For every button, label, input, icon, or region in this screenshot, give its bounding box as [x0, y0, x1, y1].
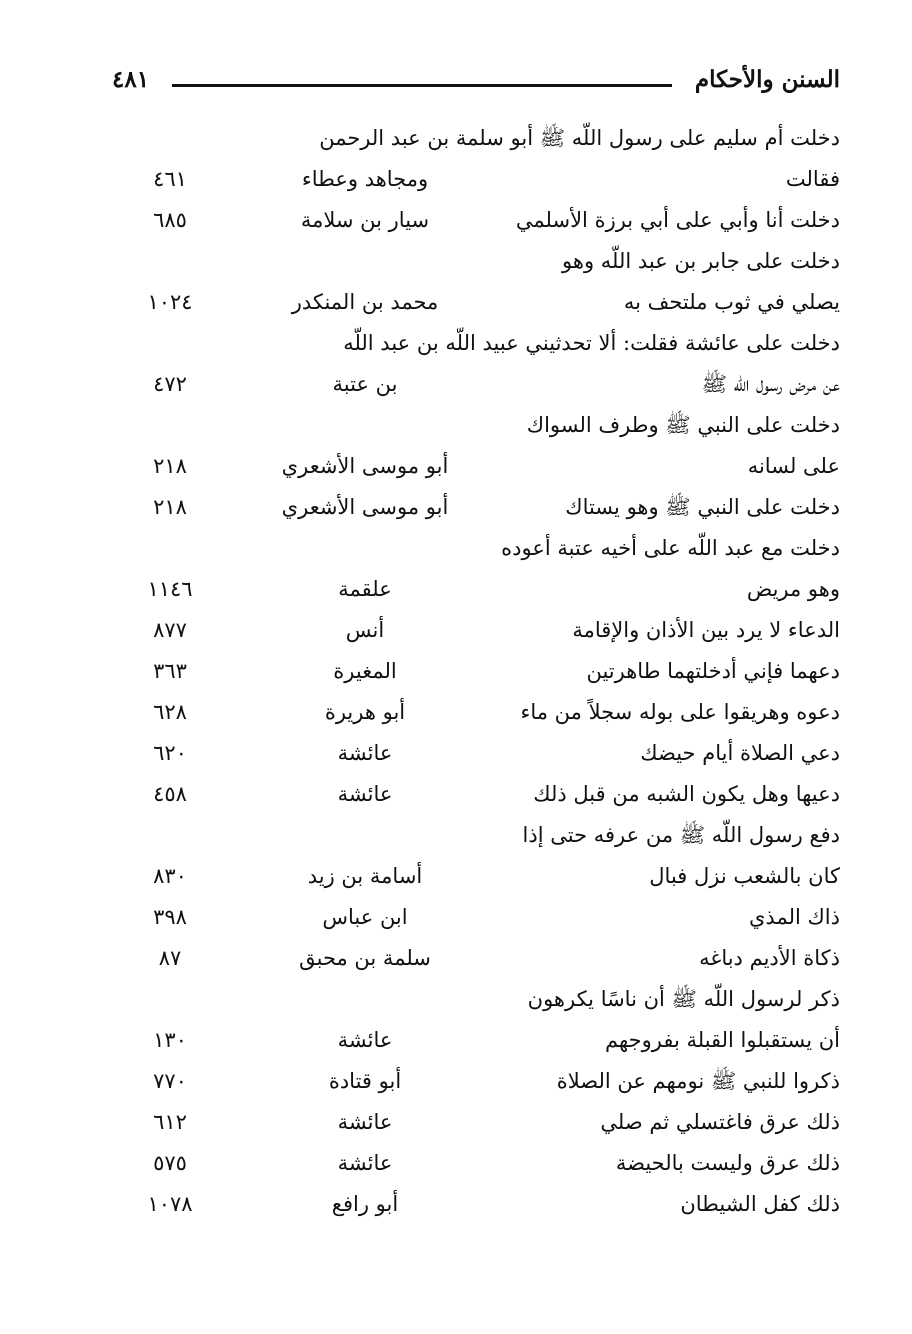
index-row — [100, 159, 840, 200]
hadith-text: دعهما فإني أدخلتهما طاهرتين — [586, 659, 840, 683]
hadith-number: ٦٨٥ — [153, 208, 187, 232]
hadith-number: ٣٦٣ — [153, 659, 187, 683]
hadith-number: ٢١٨ — [153, 495, 187, 519]
narrator: المغيرة — [333, 659, 397, 683]
index-row — [100, 692, 840, 733]
index-list — [100, 118, 840, 1225]
narrator: ومجاهد وعطاء — [301, 167, 429, 191]
hadith-text: دخلت على النبي ﷺ وهو يستاك — [565, 495, 840, 519]
hadith-text: عن مرض رسول اللّه ﷺ — [701, 372, 840, 396]
hadith-text: كان بالشعب نزل فبال — [649, 864, 840, 888]
index-row — [100, 1143, 840, 1184]
narrator: بن عتبة — [332, 372, 398, 396]
index-row — [100, 487, 840, 528]
header-rule — [172, 84, 672, 87]
narrator: علقمة — [338, 577, 392, 601]
hadith-text: دعي الصلاة أيام حيضك — [640, 741, 840, 765]
index-row — [100, 1020, 840, 1061]
index-row — [100, 1184, 840, 1225]
hadith-number: ١٠٢٤ — [147, 290, 193, 314]
index-row — [100, 569, 840, 610]
narrator: سلمة بن محبق — [299, 946, 431, 970]
narrator: محمد بن المنكدر — [291, 290, 439, 314]
hadith-text: ذلك عرق وليست بالحيضة — [615, 1151, 840, 1175]
index-row — [100, 856, 840, 897]
page-header — [112, 62, 840, 102]
hadith-number: ٧٧٠ — [153, 1069, 187, 1093]
page-number: ٤٨١ — [112, 66, 150, 93]
index-row — [100, 733, 840, 774]
index-row — [100, 1102, 840, 1143]
index-row — [100, 200, 840, 241]
hadith-text: الدعاء لا يرد بين الأذان والإقامة — [572, 618, 840, 642]
hadith-text: ذكاة الأديم دباغه — [699, 946, 840, 970]
hadith-text: أن يستقبلوا القبلة بفروجهم — [604, 1028, 840, 1052]
hadith-text: دخلت مع عبد اللّه على أخيه عتبة أعوده — [501, 536, 840, 560]
hadith-number: ٦٢٠ — [153, 741, 187, 765]
narrator: أنس — [345, 618, 385, 642]
hadith-number: ٤٥٨ — [153, 782, 187, 806]
narrator: عائشة — [337, 1110, 393, 1134]
hadith-number: ٤٦١ — [153, 167, 187, 191]
hadith-number: ٢١٨ — [153, 454, 187, 478]
hadith-number: ٨٣٠ — [153, 864, 187, 888]
hadith-number: ٤٧٢ — [153, 372, 187, 396]
index-row — [100, 323, 840, 364]
index-row — [100, 979, 840, 1020]
hadith-text: ذاك المذي — [748, 905, 840, 929]
hadith-text: دعوه وهريقوا على بوله سجلاً من ماء — [520, 700, 840, 724]
hadith-number: ١١٤٦ — [147, 577, 193, 601]
narrator: أبو موسى الأشعري — [281, 454, 449, 478]
index-row — [100, 651, 840, 692]
index-row — [100, 528, 840, 569]
narrator: عائشة — [337, 1151, 393, 1175]
narrator: أسامة بن زيد — [307, 864, 423, 888]
hadith-text: دفع رسول اللّه ﷺ من عرفه حتى إذا — [522, 823, 840, 847]
hadith-number: ٨٧ — [158, 946, 182, 970]
hadith-text: دخلت على النبي ﷺ وطرف السواك — [526, 413, 840, 437]
hadith-number: ٣٩٨ — [153, 905, 187, 929]
index-row — [100, 938, 840, 979]
index-row — [100, 446, 840, 487]
hadith-text: ذلك عرق فاغتسلي ثم صلي — [600, 1110, 840, 1134]
hadith-text: دعيها وهل يكون الشبه من قبل ذلك — [533, 782, 840, 806]
index-row — [100, 1061, 840, 1102]
hadith-text: يصلي في ثوب ملتحف به — [623, 290, 840, 314]
hadith-text: دخلت أم سليم على رسول اللّه ﷺ أبو سلمة بن عبد الرحمن — [319, 126, 840, 150]
index-row — [100, 815, 840, 856]
hadith-number: ٥٧٥ — [153, 1151, 187, 1175]
index-row — [100, 610, 840, 651]
hadith-number: ٦١٢ — [153, 1110, 187, 1134]
narrator: عائشة — [337, 782, 393, 806]
index-row — [100, 241, 840, 282]
index-row — [100, 118, 840, 159]
narrator: عائشة — [337, 741, 393, 765]
hadith-text: دخلت أنا وأبي على أبي برزة الأسلمي — [515, 208, 840, 232]
narrator: عائشة — [337, 1028, 393, 1052]
hadith-text: ذكروا للنبي ﷺ نومهم عن الصلاة — [556, 1069, 840, 1093]
hadith-number: ١٠٧٨ — [147, 1192, 193, 1216]
hadith-number: ٨٧٧ — [153, 618, 187, 642]
hadith-number: ٦٢٨ — [153, 700, 187, 724]
index-row — [100, 282, 840, 323]
running-title: السنن والأحكام — [694, 66, 840, 93]
narrator: ابن عباس — [322, 905, 408, 929]
narrator: أبو رافع — [331, 1192, 399, 1216]
hadith-text: دخلت على جابر بن عبد اللّه وهو — [562, 249, 840, 273]
hadith-text: ذكر لرسول اللّه ﷺ أن ناسًا يكرهون — [527, 987, 840, 1011]
hadith-text: فقالت — [785, 167, 840, 191]
hadith-text: على لسانه — [747, 454, 840, 478]
narrator: أبو هريرة — [324, 700, 406, 724]
index-row — [100, 364, 840, 405]
narrator: سيار بن سلامة — [300, 208, 430, 232]
hadith-text: ذلك كفل الشيطان — [680, 1192, 840, 1216]
hadith-number: ١٣٠ — [153, 1028, 187, 1052]
narrator: أبو قتادة — [328, 1069, 402, 1093]
index-row — [100, 405, 840, 446]
narrator: أبو موسى الأشعري — [281, 495, 449, 519]
hadith-text: وهو مريض — [746, 577, 840, 601]
index-row — [100, 774, 840, 815]
index-row — [100, 897, 840, 938]
hadith-text: دخلت على عائشة فقلت: ألا تحدثيني عبيد اللّه بن عبد اللّه — [343, 331, 840, 355]
